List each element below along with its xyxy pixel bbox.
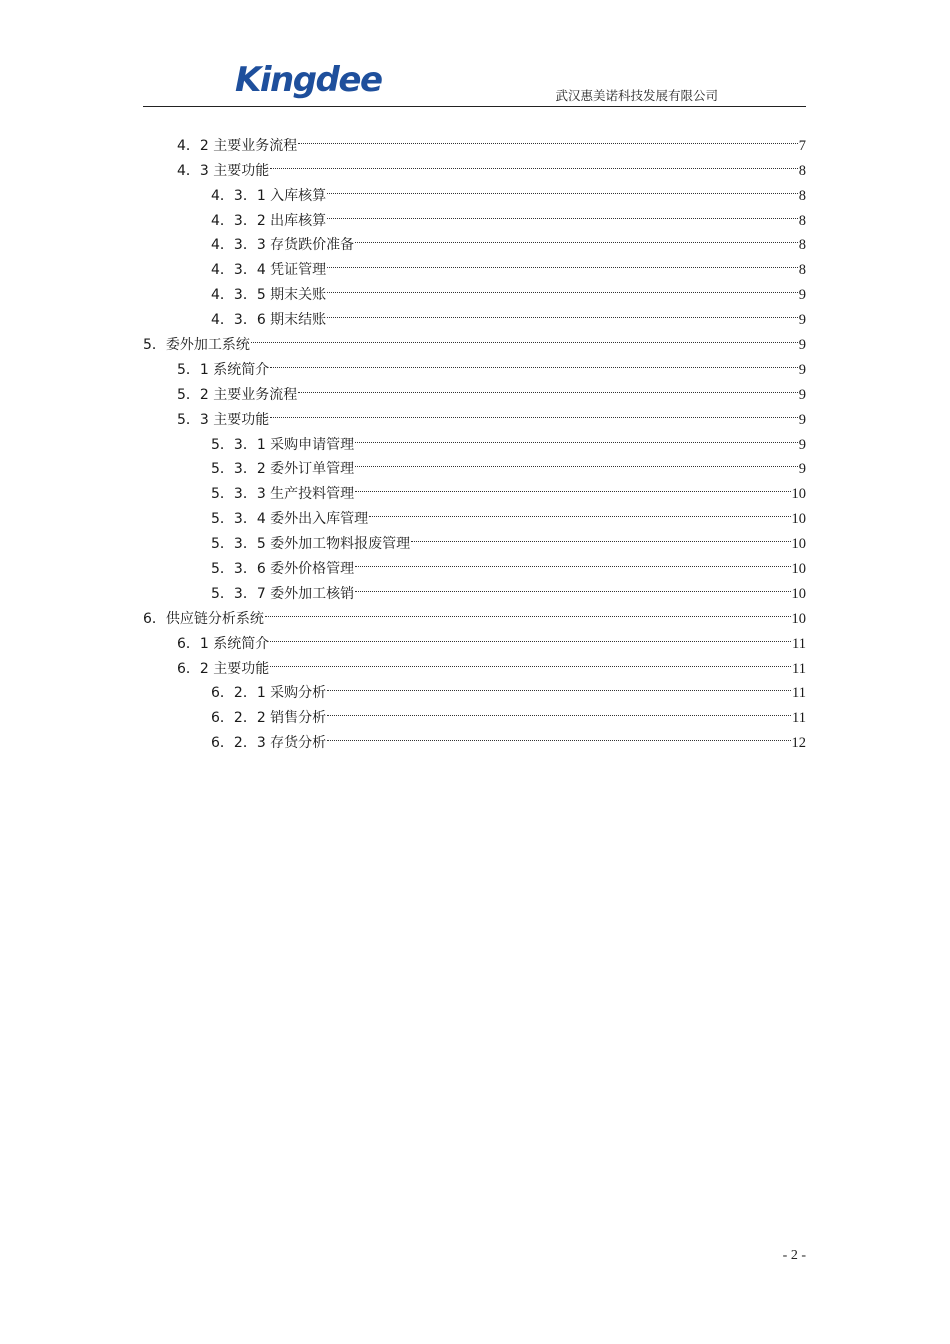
toc-dot-leader — [355, 449, 798, 474]
toc-dot-leader — [355, 424, 798, 449]
page-number: - 2 - — [782, 1248, 806, 1263]
toc-entry-page: 9 — [798, 386, 806, 403]
toc-entry-page: 9 — [798, 337, 806, 354]
toc-entry-title: 4．3．1 入库核算 — [211, 187, 327, 204]
toc-entry-title: 4．3．2 出库核算 — [211, 212, 327, 229]
toc-entry-title: 4．3．3 存货跌价准备 — [211, 237, 355, 254]
toc-dot-leader — [369, 498, 790, 523]
toc-entry-title: 5．3．2 委外订单管理 — [211, 461, 355, 478]
toc-entry[interactable] — [143, 125, 806, 154]
toc-entry-page: 8 — [798, 212, 806, 229]
toc-dot-leader — [327, 274, 798, 299]
toc-entry-title: 4．3．4 凭证管理 — [211, 262, 327, 279]
toc-entry-title: 5．2 主要业务流程 — [177, 386, 298, 403]
toc-entry-title: 6．2 主要功能 — [177, 660, 270, 677]
toc-dot-leader — [270, 648, 791, 673]
toc-dot-leader — [270, 623, 791, 648]
toc-dot-leader — [327, 299, 798, 324]
toc-entry-title: 5．3．1 采购申请管理 — [211, 436, 355, 453]
toc-dot-leader — [355, 473, 790, 498]
toc-entry-title: 5．3．3 生产投料管理 — [211, 486, 355, 503]
toc-entry-title: 6．1 系统简介 — [177, 635, 270, 652]
page-header — [143, 58, 806, 107]
toc-dot-leader — [265, 598, 791, 623]
toc-dot-leader — [355, 573, 790, 598]
toc-entry-page: 7 — [798, 137, 806, 154]
toc-dot-leader — [327, 673, 791, 698]
company-name: 武汉惠美诺科技发展有限公司 — [555, 88, 718, 103]
toc-entry-title: 6．2．3 存货分析 — [211, 735, 327, 752]
toc-entry-title: 4．3 主要功能 — [177, 162, 270, 179]
toc-entry-page: 8 — [798, 237, 806, 254]
toc-dot-leader — [327, 249, 798, 274]
toc-dot-leader — [270, 150, 797, 175]
toc-entry-page: 9 — [798, 436, 806, 453]
toc-entry-title: 5．委外加工系统 — [143, 337, 250, 354]
toc-entry-title: 4．3．6 期末结账 — [211, 312, 327, 329]
toc-entry-page: 11 — [792, 685, 806, 702]
toc-entry-page: 10 — [791, 610, 806, 627]
toc-entry-page: 8 — [798, 187, 806, 204]
toc-dot-leader — [327, 175, 798, 200]
toc-entry-title: 6．供应链分析系统 — [143, 610, 264, 627]
toc-entry-page: 10 — [791, 536, 806, 553]
toc-entry-page: 9 — [798, 312, 806, 329]
toc-entry-page: 8 — [798, 162, 806, 179]
toc-entry-page: 9 — [798, 461, 806, 478]
toc-dot-leader — [327, 697, 791, 722]
toc-entry-title: 4．2 主要业务流程 — [177, 137, 298, 154]
toc-entry-title: 6．2．2 销售分析 — [211, 710, 327, 727]
toc-entry-title: 5．3．6 委外价格管理 — [211, 561, 355, 578]
toc-entry-page: 9 — [798, 411, 806, 428]
toc-entry-page: 12 — [791, 735, 806, 752]
toc-entry-page: 9 — [798, 361, 806, 378]
toc-dot-leader — [270, 399, 797, 424]
toc-dot-leader — [355, 225, 798, 250]
toc-entry-title: 5．3 主要功能 — [177, 411, 270, 428]
toc-entry-title: 4．3．5 期末关账 — [211, 287, 327, 304]
toc-entry-page: 11 — [792, 635, 806, 652]
toc-dot-leader — [298, 374, 797, 399]
toc-entry-title: 5．1 系统简介 — [177, 361, 270, 378]
toc-entry-page: 10 — [791, 561, 806, 578]
toc-entry-page: 10 — [791, 511, 806, 528]
toc-entry-title: 5．3．4 委外出入库管理 — [211, 511, 369, 528]
toc-entry-page: 10 — [791, 486, 806, 503]
toc-entry-page: 9 — [798, 287, 806, 304]
toc-dot-leader — [327, 200, 798, 225]
toc-dot-leader — [355, 548, 790, 573]
toc-entry-page: 8 — [798, 262, 806, 279]
toc-dot-leader — [411, 523, 790, 548]
toc-entry-page: 11 — [792, 660, 806, 677]
kingdee-logo: Kingdee — [235, 60, 382, 100]
toc-entry-page: 11 — [792, 710, 806, 727]
toc-dot-leader — [327, 722, 790, 747]
toc-dot-leader — [251, 324, 798, 349]
table-of-contents — [143, 125, 806, 752]
toc-dot-leader — [270, 349, 797, 374]
toc-entry-title: 5．3．7 委外加工核销 — [211, 585, 355, 602]
toc-entry-title: 5．3．5 委外加工物料报废管理 — [211, 536, 411, 553]
toc-entry-title: 6．2．1 采购分析 — [211, 685, 327, 702]
toc-dot-leader — [298, 125, 797, 150]
toc-entry-page: 10 — [791, 585, 806, 602]
